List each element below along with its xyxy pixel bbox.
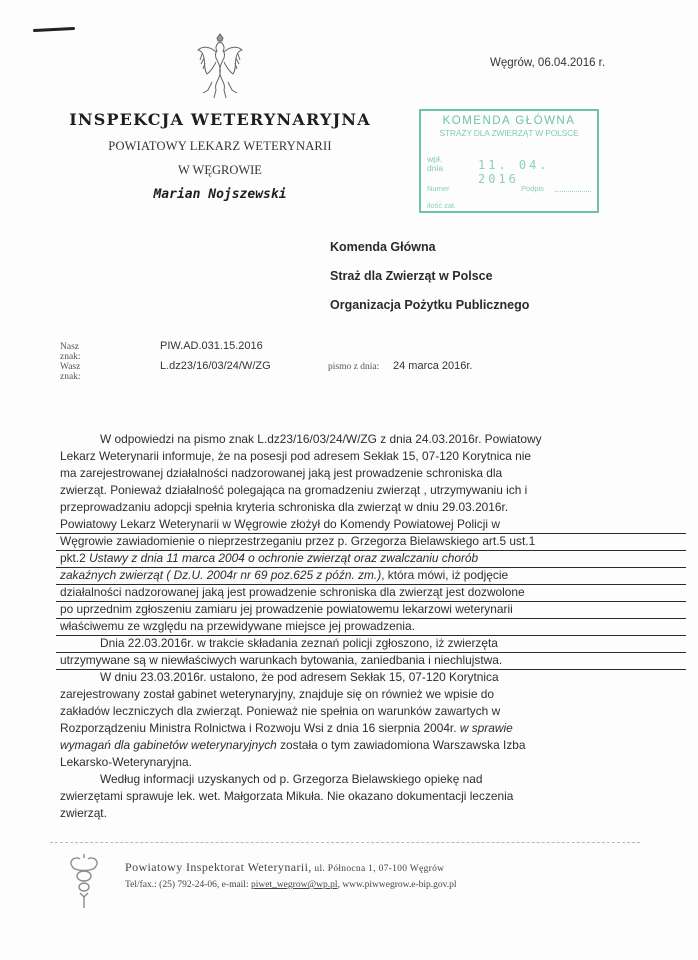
stamp-ilosc-label: ilość zał. bbox=[427, 201, 456, 210]
letter-date-label: pismo z dnia: bbox=[328, 362, 380, 372]
body-line: W dniu 23.03.2016r. ustalono, że pod adresem Sekłak 15, 07-120 Korytnica bbox=[100, 670, 499, 684]
stamp-numer-label: Numer bbox=[427, 184, 450, 193]
your-ref-label: Wasz znak: bbox=[60, 362, 81, 382]
letter-body bbox=[60, 431, 680, 822]
body-line: W odpowiedzi na pismo znak L.dz23/16/03/24/W/ZG z dnia 24.03.2016r. Powiatowy bbox=[100, 432, 542, 446]
addressee-block bbox=[330, 240, 529, 327]
body-line: zwierzętami sprawuje lek. wet. Małgorzata Mikuła. Nie okazano dokumentacji leczenia bbox=[60, 789, 514, 803]
footer-org-line bbox=[125, 860, 457, 875]
body-line: zwierząt. bbox=[60, 806, 107, 820]
body-text-segment: została o tym zawiadomiona Warszawska Izba bbox=[276, 738, 526, 752]
institution-name: INSPEKCJA WETERYNARYJNA bbox=[69, 110, 371, 129]
stamp-date-value: 11. 04. 2016 bbox=[478, 158, 550, 186]
law-title-italic: Ustawy z dnia 11 marca 2004 o ochronie zwierząt oraz zwalczaniu chorób bbox=[89, 551, 479, 565]
body-line bbox=[60, 737, 680, 754]
body-line: zwierząt. Ponieważ działalność polegająca na gromadzeniu zwierząt , utrzymywaniu ich i bbox=[60, 483, 528, 497]
office-name: POWIATOWY LEKARZ WETERYNARII bbox=[108, 139, 332, 153]
body-line-underlined: utrzymywane są w niewłaściwych warunkach bytowania, zaniedbania i niechlujstwa. bbox=[60, 652, 680, 669]
pen-mark bbox=[33, 27, 75, 32]
addressee-line-3: Organizacja Pożytku Publicznego bbox=[330, 298, 530, 312]
body-line bbox=[60, 720, 680, 737]
stamp-podpis-label: Podpis bbox=[521, 184, 544, 193]
your-ref-value: L.dz23/16/03/24/W/ZG bbox=[160, 360, 271, 372]
stamp-wpl-label: wpł. bbox=[427, 154, 443, 164]
footer-phone: Tel/fax.: (25) 792-24-06, e-mail: bbox=[125, 880, 251, 890]
body-line: przeprowadzaniu adopcji spełnia kryteria schroniska dla zwierząt w dniu 29.03.2016r. bbox=[60, 500, 509, 514]
letter-date-value: 24 marca 2016r. bbox=[393, 360, 473, 372]
body-line-underlined: Powiatowy Lekarz Weterynarii w Węgrowie złożył do Komendy Powiatowej Policji w bbox=[60, 516, 680, 533]
body-line-underlined: Węgrowie zawiadomienie o nieprzestrzeganiu przez p. Grzegorza Bielawskiego art.5 ust.1 bbox=[60, 533, 680, 550]
stamp-title: KOMENDA GŁÓWNA bbox=[442, 115, 576, 127]
body-line-underlined bbox=[60, 567, 680, 584]
addressee-line-2: Straż dla Zwierząt w Polsce bbox=[330, 269, 493, 283]
stamp-dnia-label: dnia bbox=[427, 163, 444, 173]
body-line: Według informacji uzyskanych od p. Grzegorza Bielawskiego opiekę nad bbox=[100, 772, 483, 786]
body-line: Lekarsko-Weterynaryjna. bbox=[60, 755, 192, 769]
our-ref-label: Nasz znak: bbox=[60, 342, 81, 362]
body-line-underlined: właściwemu ze względu na przewidywane miejsce jej prowadzenia. bbox=[60, 618, 680, 635]
regulation-title-italic: w sprawie bbox=[459, 721, 513, 735]
polish-eagle-emblem-icon bbox=[190, 30, 250, 102]
body-line-underlined: Dnia 22.03.2016r. w trakcie składania zeznań policji zgłoszono, iż zwierzęta bbox=[60, 635, 680, 652]
body-line: zakładów leczniczych dla zwierząt. Ponieważ nie spełnia on warunków zawartych w bbox=[60, 704, 501, 718]
body-line: ma zarejestrowanej działalności nadzorowanej jaką jest prowadzenie schroniska dla bbox=[60, 466, 503, 480]
footer-contact bbox=[125, 860, 457, 890]
body-line-underlined bbox=[60, 550, 680, 567]
office-location: W WĘGROWIE bbox=[178, 163, 262, 177]
receipt-stamp bbox=[419, 109, 599, 213]
law-title-italic: zakaźnych zwierząt ( Dz.U. 2004r nr 69 poz.625 z późn. zm.) bbox=[60, 568, 382, 582]
footer-org-name: Powiatowy Inspektorat Weterynarii, bbox=[125, 860, 312, 874]
addressee-line-1: Komenda Główna bbox=[330, 240, 436, 254]
body-line-underlined: działalności nadzorowanej jaką jest prowadzenie schroniska dla zwierząt jest dozwolone bbox=[60, 584, 680, 601]
official-name: Marian Nojszewski bbox=[153, 187, 287, 202]
stamp-signature-line bbox=[555, 191, 591, 192]
our-ref-value: PIW.AD.031.15.2016 bbox=[160, 340, 263, 352]
body-text-segment: pkt.2 bbox=[60, 551, 90, 565]
body-line: zarejestrowany został gabinet weterynaryjny, znajduje się on również we wpisie do bbox=[60, 687, 495, 701]
body-text-segment: Rozporządzeniu Ministra Rolnictwa i Rozwoju Wsi z dnia 16 sierpnia 2004r. bbox=[60, 721, 460, 735]
stamp-date-labels bbox=[427, 155, 443, 173]
caduceus-vet-logo-icon bbox=[66, 852, 102, 910]
letterhead bbox=[40, 110, 400, 202]
footer-contact-line bbox=[125, 880, 457, 890]
footer-address: ul. Północna 1, 07-100 Węgrów bbox=[311, 864, 445, 874]
body-line: Lekarz Weterynarii informuje, że na posesji pod adresem Sekłak 15, 07-120 Korytnica nie bbox=[60, 449, 532, 463]
regulation-title-italic: wymagań dla gabinetów weterynaryjnych bbox=[60, 738, 277, 752]
footer-email-link[interactable]: piwet_wegrow@wp.pl bbox=[250, 880, 338, 890]
body-line-underlined: po uprzednim zgłoszeniu zamiaru jej prowadzenie powiatowemu lekarzowi weterynarii bbox=[60, 601, 680, 618]
footer-divider bbox=[50, 842, 640, 843]
stamp-subtitle: STRAŻY DLA ZWIERZĄT W POLSCE bbox=[439, 128, 579, 138]
footer-website[interactable]: , www.piwwegrow.e-bip.gov.pl bbox=[337, 880, 457, 890]
date-place: Węgrów, 06.04.2016 r. bbox=[490, 57, 606, 69]
body-text-segment: , która mówi, iż podjęcie bbox=[381, 568, 509, 582]
